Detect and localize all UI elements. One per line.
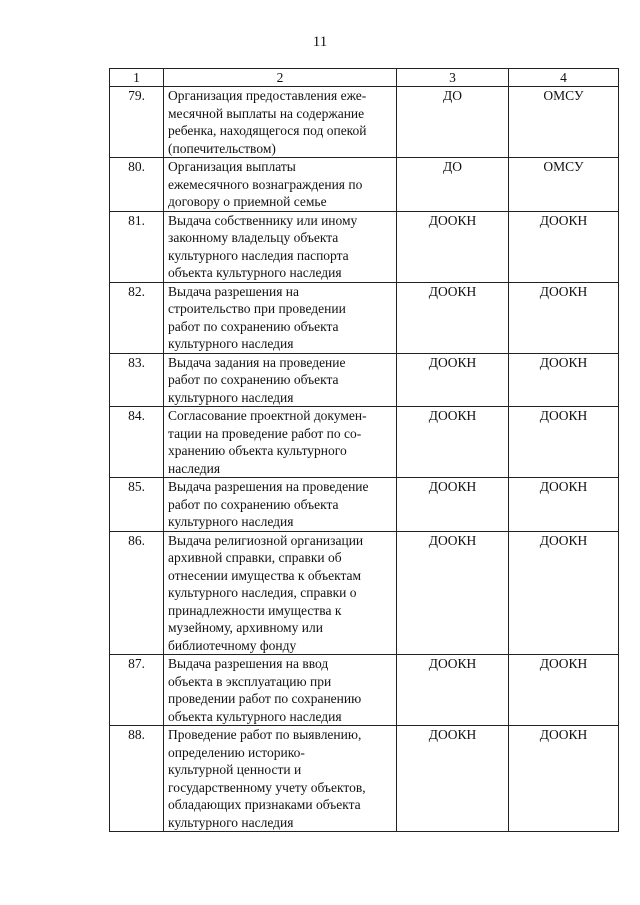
- service-name-line: работ по сохранению объекта: [168, 318, 339, 334]
- service-name-cell: [164, 655, 397, 726]
- table-row: [110, 407, 619, 478]
- table-row: [110, 282, 619, 353]
- table-row: [110, 726, 619, 832]
- table-row: [110, 87, 619, 158]
- service-name-line: принадлежности имущества к: [168, 602, 342, 618]
- column-4-value: ДООКН: [509, 282, 619, 353]
- service-name-cell: [164, 353, 397, 407]
- service-name-cell: [164, 282, 397, 353]
- column-3-value: ДООКН: [397, 211, 509, 282]
- service-name-line: архивной справки, справки об: [168, 550, 342, 565]
- service-name-line: месячной выплаты на содержание: [168, 105, 365, 121]
- column-4-value: ДООКН: [509, 726, 619, 832]
- row-number: 83.: [110, 353, 164, 407]
- service-name-line: проведении работ по сохранению: [168, 691, 362, 706]
- column-4-value: ОМСУ: [509, 87, 619, 158]
- column-4-value: ДООКН: [509, 407, 619, 478]
- service-name-line: объекта культурного наследия: [168, 265, 342, 280]
- service-name-line: хранению объекта культурного: [168, 443, 347, 458]
- service-name-cell: [164, 531, 397, 655]
- column-4-value: ДООКН: [509, 353, 619, 407]
- table-row: [110, 531, 619, 655]
- service-name-line: ежемесячного вознаграждения по: [168, 176, 363, 192]
- service-name-line: музейному, архивному или: [168, 620, 323, 635]
- service-name-line: Организация предоставления еже-: [168, 88, 367, 103]
- row-number: 87.: [110, 655, 164, 726]
- column-4-value: ДООКН: [509, 211, 619, 282]
- page-number: 11: [312, 34, 328, 50]
- service-name-line: библиотечному фонду: [168, 637, 297, 653]
- service-name-cell: [164, 407, 397, 478]
- column-3-value: ДО: [397, 87, 509, 158]
- service-name-line: Выдача религиозной организации: [168, 532, 364, 548]
- column-4-value: ДООКН: [509, 478, 619, 532]
- service-name-line: обладающих признаками объекта: [168, 797, 361, 812]
- service-name-line: Организация выплаты: [168, 159, 296, 174]
- service-name-line: работ по сохранению объекта: [168, 372, 339, 387]
- column-header-1: 1: [110, 69, 164, 87]
- service-name-line: Проведение работ по выявлению,: [168, 727, 362, 742]
- table-row: [110, 158, 619, 212]
- table-row: [110, 211, 619, 282]
- service-name-line: Выдача разрешения на: [168, 283, 300, 299]
- row-number: 86.: [110, 531, 164, 655]
- table-row: [110, 655, 619, 726]
- column-4-value: ДООКН: [509, 655, 619, 726]
- column-header-3: 3: [397, 69, 509, 87]
- row-number: 79.: [110, 87, 164, 158]
- service-name-line: строительство при проведении: [168, 301, 346, 316]
- service-name-line: законному владельцу объекта: [168, 230, 339, 245]
- column-3-value: ДО: [397, 158, 509, 212]
- service-name-line: государственному учету объектов,: [168, 779, 366, 795]
- row-number: 81.: [110, 211, 164, 282]
- column-3-value: ДООКН: [397, 407, 509, 478]
- row-number: 88.: [110, 726, 164, 832]
- column-3-value: ДООКН: [397, 531, 509, 655]
- service-name-line: определению историко-: [168, 744, 305, 760]
- service-name-line: Согласование проектной докумен-: [168, 408, 367, 423]
- row-number: 85.: [110, 478, 164, 532]
- row-number: 80.: [110, 158, 164, 212]
- service-name-line: Выдача разрешения на ввод: [168, 656, 329, 671]
- table-row: [110, 478, 619, 532]
- table-row: [110, 353, 619, 407]
- service-name-line: отнесении имущества к объектам: [168, 567, 362, 583]
- service-name-cell: [164, 478, 397, 532]
- column-3-value: ДООКН: [397, 353, 509, 407]
- column-header-2: 2: [164, 69, 397, 87]
- column-4-value: ДООКН: [509, 531, 619, 655]
- service-name-line: объекта культурного наследия: [168, 708, 342, 724]
- table-header-row: [110, 69, 619, 87]
- service-name-line: (попечительством): [168, 140, 276, 156]
- service-name-line: Выдача задания на проведение: [168, 354, 346, 370]
- service-name-line: Выдача собственнику или иному: [168, 212, 358, 228]
- column-header-4: 4: [509, 69, 619, 87]
- table-body: [110, 87, 619, 832]
- service-name-line: культурного наследия, справки о: [168, 585, 357, 600]
- service-name-cell: [164, 211, 397, 282]
- service-name-line: культурного наследия: [168, 514, 294, 529]
- row-number: 82.: [110, 282, 164, 353]
- service-name-cell: [164, 158, 397, 212]
- service-name-cell: [164, 726, 397, 832]
- service-name-line: культурного наследия: [168, 814, 294, 830]
- service-name-line: работ по сохранению объекта: [168, 496, 339, 512]
- column-3-value: ДООКН: [397, 282, 509, 353]
- service-name-line: объекта в эксплуатацию при: [168, 673, 332, 689]
- column-3-value: ДООКН: [397, 478, 509, 532]
- row-number: 84.: [110, 407, 164, 478]
- services-table: [109, 68, 619, 832]
- service-name-line: культурного наследия: [168, 336, 294, 351]
- column-4-value: ОМСУ: [509, 158, 619, 212]
- service-name-cell: [164, 87, 397, 158]
- service-name-line: наследия: [168, 460, 221, 476]
- service-name-line: ребенка, находящегося под опекой: [168, 123, 367, 138]
- service-name-line: тации на проведение работ по со-: [168, 425, 362, 441]
- column-3-value: ДООКН: [397, 726, 509, 832]
- column-3-value: ДООКН: [397, 655, 509, 726]
- service-name-line: культурной ценности и: [168, 762, 302, 777]
- service-name-line: культурного наследия: [168, 389, 294, 405]
- service-name-line: договору о приемной семье: [168, 194, 327, 209]
- service-name-line: Выдача разрешения на проведение: [168, 479, 369, 494]
- service-name-line: культурного наследия паспорта: [168, 247, 349, 263]
